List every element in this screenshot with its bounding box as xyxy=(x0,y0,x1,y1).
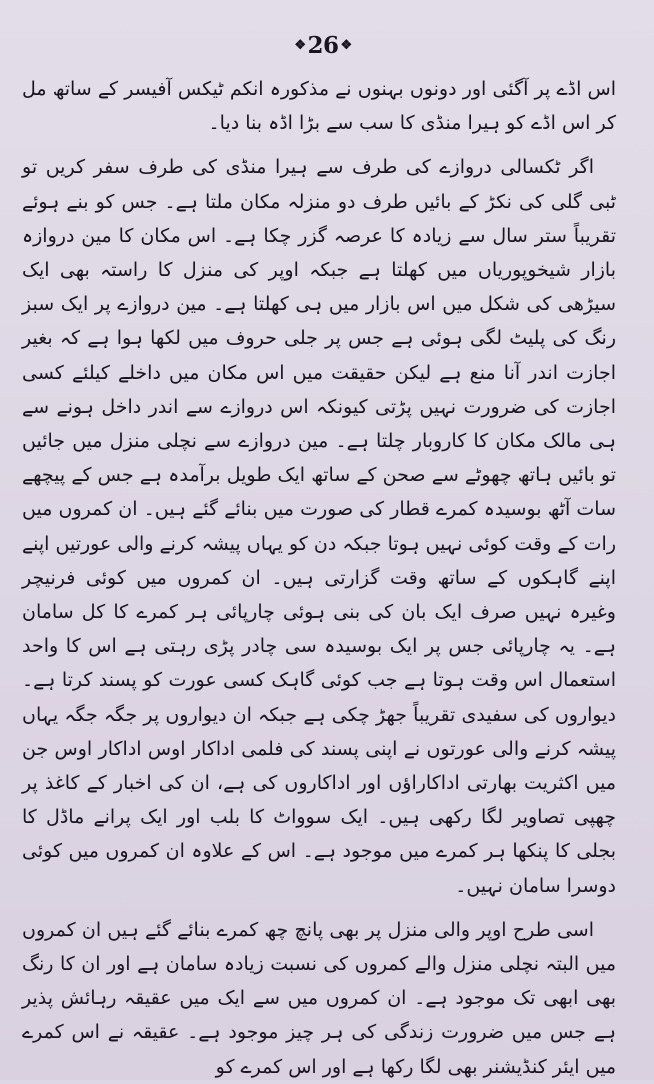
paragraph: اسی طرح اوپر والی منزل پر بھی پانچ چھ کمرے بنائے گئے ہیں ان کمروں میں البتہ نچلی منزل والے کمروں کی نسبت زیادہ سامان ہے اور ان کا رنگ بھی ابھی تک موجود ہے۔ ان کمروں میں سے ایک میں عقیقہ رہائش پذیر ہے جس میں ضرورت زندگی کی ہر چیز موجود ہے۔ عقیقہ نے اس کمرے میں ایئر کنڈیشنر بھی لگا رکھا ہے اور اس کمرے کو xyxy=(22,918,616,1078)
paragraph: اس اڈے پر آگئی اور دونوں بہنوں نے مذکورہ انکم ٹیکس آفیسر کے ساتھ مل کر اس اڈے کو ہیرا منڈی کا سب سے بڑا اڈہ بنا دیا۔ xyxy=(22,78,616,135)
paragraph: اگر ٹکسالی دروازے کی طرف سے ہیرا منڈی کی طرف سفر کریں تو ٹبی گلی کی نکڑ کے بائیں طرف دو منزلہ مکان ملتا ہے۔ جس کو بنے ہوئے تقریباً ستر سال سے زیادہ کا عرصہ گزر چکا ہے۔ اس مکان کا مین دروازہ بازار شیخوپوریاں میں کھلتا ہے جبکہ اوپر کی منزل کا راستہ بھی ایک سیڑھی کی شکل میں اس بازار میں ہی کھلتا ہے۔ مین دروازے پر ایک سبز رنگ کی پلیٹ لگی ہوئی ہے جس پر جلی حروف میں لکھا ہوا ہے کہ بغیر اجازت اندر آنا منع ہے لیکن حقیقت میں اس مکان میں داخلے کیلئے کسی اجازت کی ضرورت نہیں پڑتی کیونکہ اس دروازے سے اندر داخل ہونے سے ہی مالک مکان کا کاروبار چلتا ہے۔ مین دروازے سے نچلی منزل میں جائیں تو بائیں ہاتھ چھوٹے سے صحن کے ساتھ ایک طویل برآمدہ ہے جس کے پیچھے سات آٹھ بوسیدہ کمرے قطار کی صورت میں بنائے گئے ہیں۔ ان کمروں میں رات کے وقت کوئی نہیں ہوتا جبکہ دن کو یہاں پیشہ کرنے والی عورتیں اپنے اپنے گاہکوں کے ساتھ وقت گزارتی ہیں۔ ان کمروں میں کوئی فرنیچر وغیرہ نہیں صرف ایک بان کی بنی ہوئی چارپائی ہر کمرے کا کل سامان ہے۔ یہ چارپائی جس پر ایک بوسیدہ سی چادر پڑی رہتی ہے اس کا واحد استعمال اس وقت ہوتا ہے جب کوئی گاہک کسی عورت کو پسند کرتا ہے۔ دیواروں کی سفیدی تقریباً جھڑ چکی ہے جبکہ ان دیواروں پر جگہ جگہ یہاں پیشہ کرنے والی عورتوں نے اپنی پسند کی فلمی اداکار اوس اداکار اوس جن میں اکثریت بھارتی اداکاراؤں اور اداکاروں کی ہے، ان کی اخبار کے کاغذ پر چھپی تصاویر لگا رکھی ہیں۔ ایک سوواٹ کا بلب اور ایک پرانے ماڈل کا بجلی کا پنکھا ہر کمرے میں موجود ہے۔ اس کے علاوہ ان کمروں میں کوئی دوسرا سامان نہیں۔ xyxy=(22,156,616,897)
page-number-ornament xyxy=(294,32,351,59)
left-ornament-icon: ❖ xyxy=(294,37,306,53)
urdu-body-text xyxy=(22,72,616,1084)
page-number: 26 xyxy=(307,31,339,59)
right-ornament-icon: ❖ xyxy=(340,37,352,53)
page-header xyxy=(22,24,616,66)
